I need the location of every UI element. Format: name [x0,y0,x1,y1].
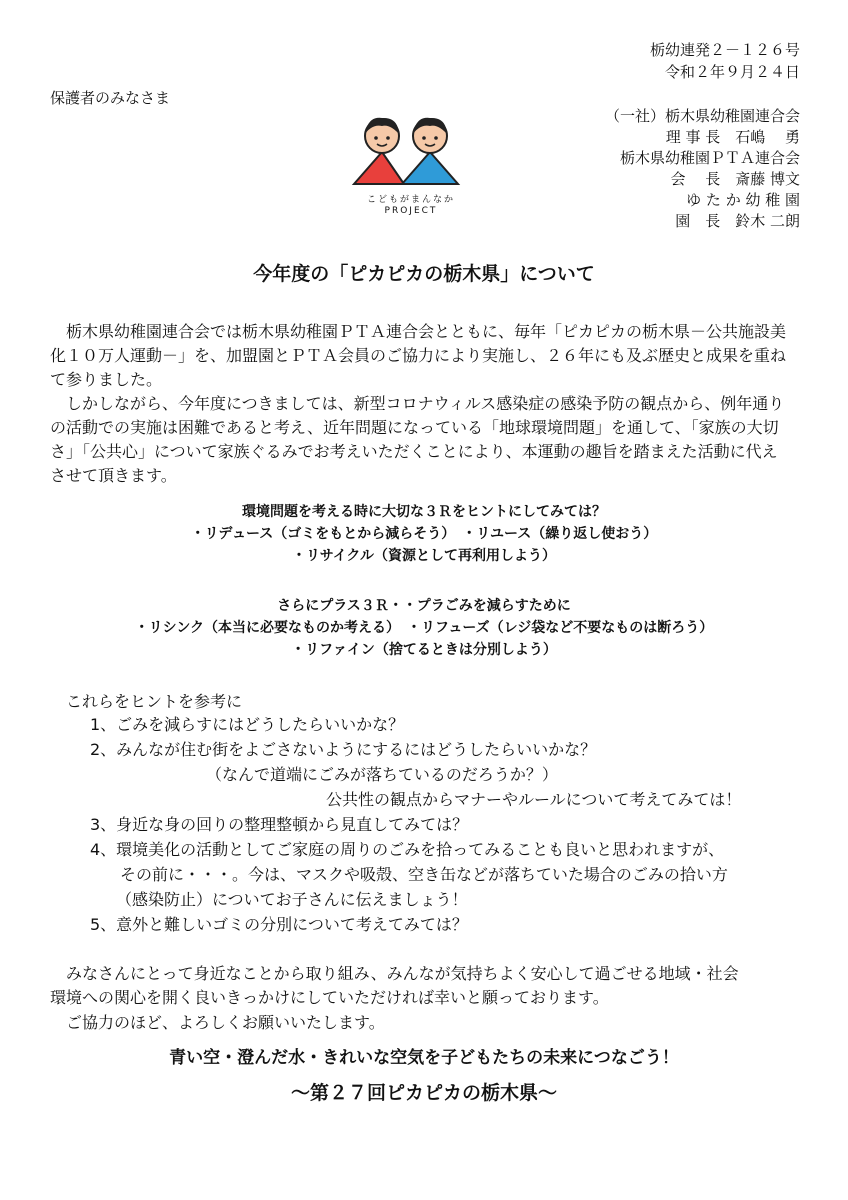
logo-caption-japanese: こどもがまんなか [366,195,455,205]
hint-item-4-cont-1: その前に・・・。今は、マスクや吸殻、空き缶などが落ちていた場合のごみの拾い方 [120,865,728,884]
intro-p2-line4: させて頂きます。 [50,466,177,485]
intro-p1-line3: て参りました。 [50,370,163,389]
logo-caption-project: PROJECT [384,206,438,216]
document-number: 栃幼連発２－１２６号 [649,41,800,59]
children-illustration-icon [346,112,476,194]
plus-three-r-heading: さらにプラス３Ｒ・・プラごみを減らすために [277,598,571,614]
hint-item-2: 2、みんなが住む街をよごさないようにするにはどうしたらいいかな？ [90,740,597,759]
intro-p1-line2: 化１０万人運動－」を、加盟園とＰＴＡ会員のご協力により実施し、２６年にも及ぶ歴史と成果を重ね [50,346,787,365]
intro-p2-line1: しかしながら、今年度につきましては、新型コロナウィルス感染症の感染予防の観点から、例年通り [66,394,785,413]
sender-line-2: 理 事 長 石嶋 勇 [665,128,800,146]
sender-line-5: ゆ た か 幼 稚 園 [686,191,800,209]
hint-item-2-note: （なんで道端にごみが落ちているのだろうか？） [206,765,558,784]
three-r-heading: 環境問題を考える時に大切な３Ｒをヒントにしてみては？ [242,504,606,520]
hint-item-4-cont-2: （感染防止）についてお子さんに伝えましょう！ [116,890,468,909]
hint-item-5: 5、意外と難しいゴミの分別について考えてみては？ [90,915,468,934]
closing-line-2: 環境への関心を開く良いきっかけにしていただければ幸いと願っております。 [50,988,609,1007]
closing-line-3: ご協力のほど、よろしくお願いいたします。 [66,1013,385,1032]
sender-line-1: （一社）栃木県幼稚園連合会 [604,107,800,125]
intro-p2-line2: の活動での実施は困難であると考え、近年問題になっている「地球環境問題」を通して、「家族の大切 [50,418,779,437]
three-r-row-1: ・リデュース（ゴミをもとから減らそう） ・リユース（繰り返し使おう） [190,526,658,542]
intro-p2-line3: さ」「公共心」について家族ぐるみでお考えいただくことにより、本運動の趣旨を踏まえた活動に代え [50,442,778,461]
plus-three-r-row-2: ・リファイン（捨てるときは分別しよう） [291,642,557,658]
hint-item-1: 1、ごみを減らすにはどうしたらいいかな？ [90,715,405,734]
hints-lead: これらをヒントを参考に [66,692,243,711]
intro-p1-line1: 栃木県幼稚園連合会では栃木県幼稚園ＰＴＡ連合会とともに、毎年「ピカピカの栃木県－公共施設美 [66,322,787,341]
slogan: 青い空・澄んだ水・きれいな空気を子どもたちの未来につなごう！ [169,1048,679,1068]
hint-item-4: 4、環境美化の活動としてご家庭の周りのごみを拾ってみることも良いと思われますが、 [90,840,725,859]
sender-line-3: 栃木県幼稚園ＰＴＡ連合会 [619,149,800,167]
kodomo-project-logo [346,112,476,222]
sender-line-6: 園 長 鈴木 二朗 [675,212,800,230]
addressee: 保護者のみなさま [50,89,171,107]
event-title: ～第２７回ピカピカの栃木県～ [290,1082,557,1104]
sender-line-4: 会 長 斎藤 博文 [670,170,800,188]
closing-line-1: みなさんにとって身近なことから取り組み、みんなが気持ちよく安心して過ごせる地域・社会 [66,964,739,983]
three-r-row-2: ・リサイクル（資源として再利用しよう） [291,548,557,564]
hint-item-3: 3、身近な身の回りの整理整頓から見直してみては？ [90,815,469,834]
page-title: 今年度の「ピカピカの栃木県」について [253,263,595,285]
document-date: 令和２年９月２４日 [664,63,800,81]
hint-item-2-note-2: 公共性の観点からマナーやルールについて考えてみては！ [326,790,742,809]
plus-three-r-row-1: ・リシンク（本当に必要なものか考える） ・リフューズ（レジ袋など不要なものは断ろう） [134,620,714,636]
